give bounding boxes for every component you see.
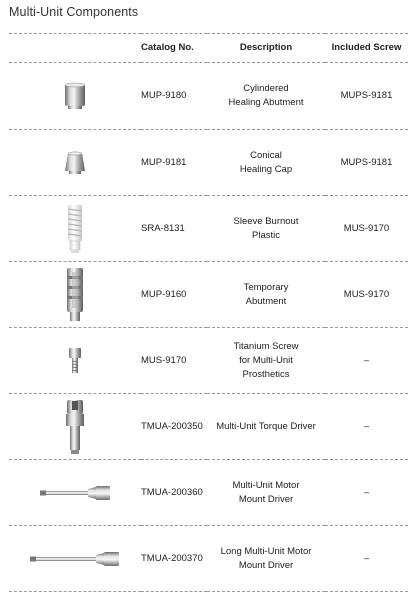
- description-line: Abutment: [245, 295, 287, 307]
- included-screw: –: [363, 420, 370, 432]
- table-row: [9, 328, 408, 394]
- description: [207, 196, 325, 262]
- included-screw: –: [363, 354, 370, 366]
- titanium-screw-image: [9, 328, 141, 394]
- catalog-number: MUP-9180: [141, 90, 187, 101]
- description-line: for Multi-Unit: [239, 354, 293, 366]
- page-title: Multi-Unit Components: [9, 5, 139, 19]
- description-line: Mount Driver: [238, 493, 294, 505]
- sleeve-burnout-plastic-image: [9, 196, 141, 262]
- description: [207, 63, 325, 130]
- catalog-number: MUP-9160: [141, 288, 187, 300]
- catalog-number: SRA-8131: [141, 222, 185, 234]
- description-line: Healing Abutment: [228, 97, 304, 108]
- catalog-number: MUS-9170: [141, 354, 187, 366]
- description: [207, 394, 325, 460]
- description: [207, 526, 325, 592]
- included-screw: MUS-9170: [343, 222, 390, 234]
- conical-healing-cap-image: [9, 130, 141, 196]
- included-screw: MUPS-9181: [340, 90, 393, 101]
- description-line: Multi-Unit Torque Driver: [216, 420, 316, 432]
- table-row: [9, 460, 408, 526]
- temporary-abutment-image: [9, 262, 141, 328]
- catalog-number: TMUA-200360: [141, 486, 203, 498]
- catalog-number: TMUA-200350: [141, 420, 203, 432]
- header-description: Description: [239, 42, 293, 53]
- description-line: Titanium Screw: [233, 340, 299, 352]
- table-row: [9, 394, 408, 460]
- description: [207, 328, 325, 394]
- description: [207, 130, 325, 196]
- included-screw: –: [363, 552, 370, 564]
- description-line: Plastic: [252, 229, 280, 241]
- catalog-number: TMUA-200370: [141, 552, 203, 564]
- included-screw: MUPS-9181: [340, 156, 393, 168]
- catalog-number: MUP-9181: [141, 156, 187, 168]
- included-screw: MUS-9170: [343, 288, 390, 300]
- description-line: Long Multi-Unit Motor: [220, 545, 312, 557]
- included-screw: –: [363, 486, 370, 498]
- components-table: [9, 33, 408, 592]
- description-line: Temporary: [243, 281, 289, 293]
- long-motor-mount-driver-image: [9, 526, 141, 592]
- table-header-row: [9, 34, 408, 63]
- description-line: Mount Driver: [238, 559, 294, 571]
- table-row: [9, 130, 408, 196]
- header-image: [9, 34, 141, 63]
- motor-mount-driver-image: [9, 460, 141, 526]
- table-row: [9, 63, 408, 130]
- description-line: Multi-Unit Motor: [232, 479, 300, 491]
- table-row: [9, 526, 408, 592]
- description-line: Cylindered: [243, 83, 289, 94]
- cylindered-healing-abutment-image: [9, 63, 141, 130]
- description-line: Conical: [250, 149, 282, 161]
- torque-driver-image: [9, 394, 141, 460]
- description: [207, 460, 325, 526]
- description-line: Healing Cap: [239, 163, 293, 175]
- description: [207, 262, 325, 328]
- table-row: [9, 262, 408, 328]
- description-line: Sleeve Burnout: [233, 215, 299, 227]
- table-row: [9, 196, 408, 262]
- header-included-screw: Included Screw: [331, 42, 402, 53]
- header-catalog-no: Catalog No.: [141, 42, 194, 53]
- description-line: Prosthetics: [242, 368, 290, 380]
